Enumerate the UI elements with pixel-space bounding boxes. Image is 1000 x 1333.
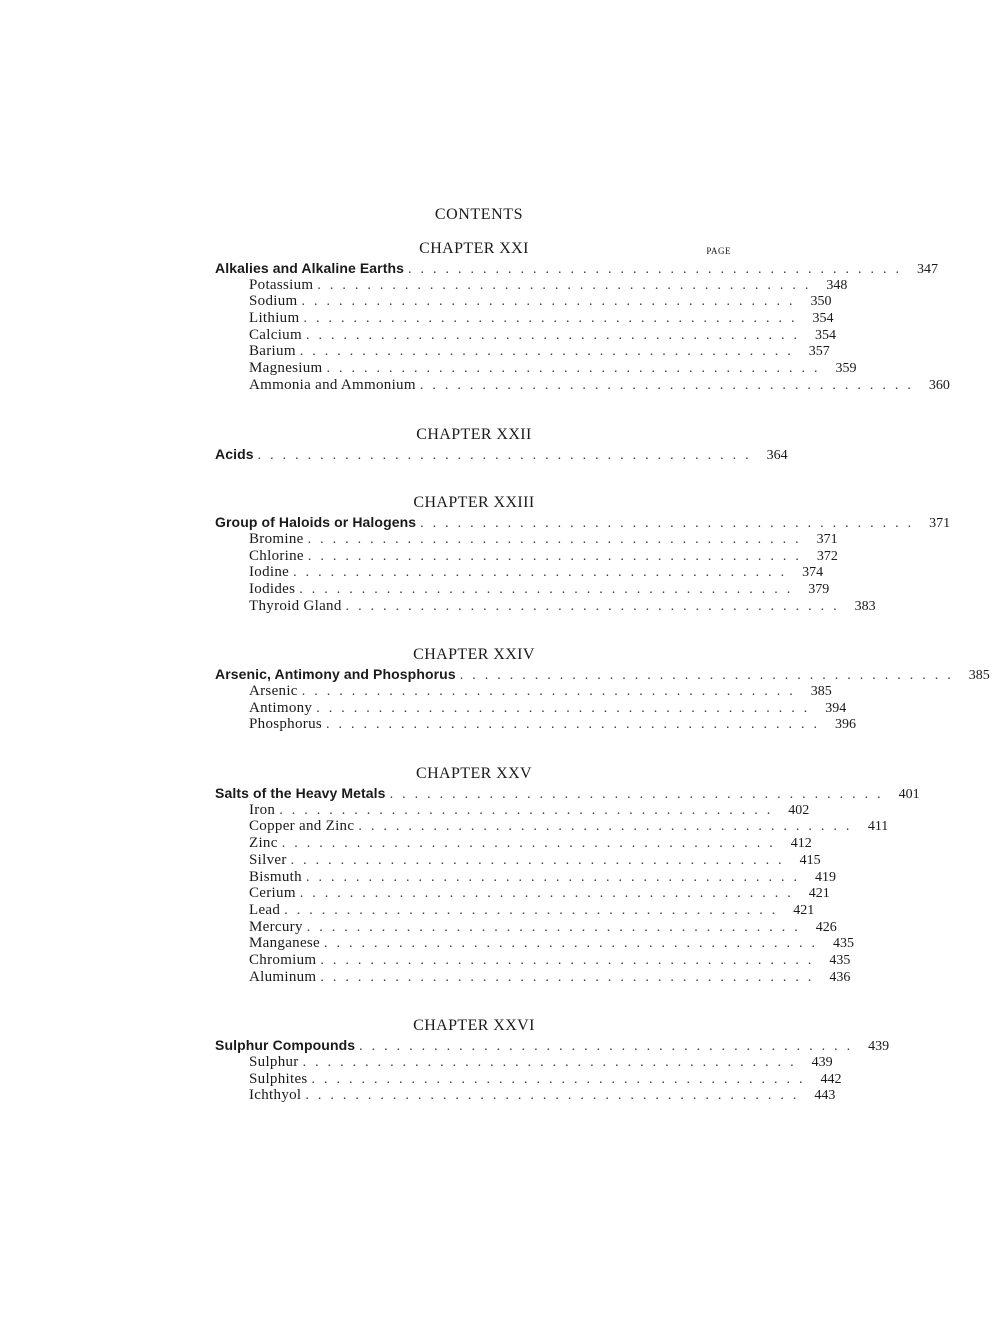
toc-sub-entry xyxy=(215,901,815,919)
dot-leader: ........................................ xyxy=(326,717,827,733)
dot-leader: ........................................ xyxy=(419,377,920,393)
toc-main-entry xyxy=(215,260,939,277)
entry-page-number: 394 xyxy=(825,700,847,716)
entry-title: Chromium xyxy=(249,951,317,968)
entry-page-number: 415 xyxy=(799,852,821,868)
toc-sub-entry xyxy=(215,818,889,835)
entry-title: Aluminum xyxy=(249,968,317,985)
toc-sub-entry xyxy=(215,293,832,310)
entry-title: Phosphorus xyxy=(249,716,323,733)
toc-sub-entry xyxy=(215,951,851,969)
entry-title: Chlorine xyxy=(249,547,304,564)
entry-page-number: 402 xyxy=(788,802,810,818)
entry-page-number: 354 xyxy=(812,311,834,327)
toc-sub-entry xyxy=(215,716,857,733)
entry-title: Thyroid Gland xyxy=(249,597,342,614)
entry-page-number: 385 xyxy=(810,684,832,699)
entry-title: Arsenic, Antimony and Phosphorus xyxy=(215,666,456,683)
entry-page-number: 354 xyxy=(814,327,836,343)
toc-main-entry xyxy=(215,1037,890,1055)
toc-sub-entry xyxy=(215,310,834,327)
entry-page-number: 379 xyxy=(808,581,830,597)
dot-leader: ........................................ xyxy=(301,294,802,310)
entry-title: Antimony xyxy=(249,699,313,716)
toc-sub-entry xyxy=(215,1054,833,1071)
chapter-title: CHAPTER XXIV xyxy=(413,646,535,664)
entry-page-number: 374 xyxy=(802,565,824,581)
chapter-section xyxy=(215,763,920,985)
entry-page-number: 419 xyxy=(814,869,836,885)
dot-leader: ........................................ xyxy=(281,836,782,852)
toc-sub-entry xyxy=(215,868,836,886)
entry-title: Magnesium xyxy=(249,360,323,377)
chapter-title: CHAPTER XXVI xyxy=(413,1017,535,1035)
entry-title: Group of Haloids or Halogens xyxy=(215,514,417,531)
chapter-section xyxy=(215,644,990,733)
toc-sub-entry xyxy=(215,343,830,360)
toc-sub-entry xyxy=(215,1070,842,1088)
dot-leader: ........................................ xyxy=(299,581,800,597)
toc-sub-entry xyxy=(215,597,876,615)
dot-leader: ........................................ xyxy=(389,787,890,803)
chapter-heading xyxy=(215,492,733,514)
toc-sub-entry xyxy=(215,1087,836,1104)
chapter-title: CHAPTER XXI xyxy=(419,240,529,257)
toc-sub-entry xyxy=(215,376,950,394)
toc-sub-entry xyxy=(215,835,812,852)
entry-page-number: 372 xyxy=(816,548,838,564)
dot-leader: ........................................ xyxy=(279,802,780,818)
entry-page-number: 357 xyxy=(808,344,830,360)
entry-title: Iodides xyxy=(249,580,296,597)
entry-page-number: 348 xyxy=(826,277,848,293)
entry-title: Copper and Zinc xyxy=(249,818,355,835)
entry-title: Arsenic xyxy=(249,683,298,699)
dot-leader: ........................................ xyxy=(320,952,821,968)
entry-title: Potassium xyxy=(249,276,314,293)
toc-sub-entry xyxy=(215,276,848,294)
entry-page-number: 411 xyxy=(867,819,889,835)
entry-page-number: 426 xyxy=(815,919,837,935)
page-title: CONTENTS xyxy=(434,206,524,223)
entry-page-number: 401 xyxy=(898,787,920,803)
entry-title: Bismuth xyxy=(249,868,302,885)
toc-sub-entry xyxy=(215,801,810,819)
entry-page-number: 396 xyxy=(835,717,857,733)
dot-leader: ........................................ xyxy=(358,819,859,835)
dot-leader: ........................................ xyxy=(408,262,909,277)
entry-title: Mercury xyxy=(249,918,303,935)
chapter-heading xyxy=(215,424,733,446)
toc-sub-entry xyxy=(215,564,824,581)
entry-title: Sulphites xyxy=(249,1070,308,1087)
dot-leader: ........................................ xyxy=(301,684,802,699)
dot-leader: ........................................ xyxy=(316,700,817,716)
entry-page-number: 435 xyxy=(833,936,855,952)
entry-title: Salts of the Heavy Metals xyxy=(215,785,386,802)
entry-title: Acids xyxy=(215,445,254,462)
toc-sub-entry xyxy=(215,851,821,869)
toc-main-entry xyxy=(215,666,990,684)
chapter-title: CHAPTER XXII xyxy=(416,425,532,443)
dot-leader: ........................................ xyxy=(305,327,806,343)
chapter-section xyxy=(215,492,951,614)
dot-leader: ........................................ xyxy=(307,548,808,564)
toc-sub-entry xyxy=(215,935,855,952)
dot-leader: ........................................ xyxy=(317,277,818,293)
entry-title: Sulphur Compounds xyxy=(215,1037,356,1054)
dot-leader: ........................................ xyxy=(305,1088,806,1104)
entry-title: Alkalies and Alkaline Earths xyxy=(215,260,405,276)
toc-main-entry xyxy=(215,785,920,803)
toc-sub-entry xyxy=(215,885,830,902)
toc-sub-entry xyxy=(215,326,836,344)
entry-title: Sodium xyxy=(249,293,298,310)
chapter-title: CHAPTER XXIII xyxy=(413,494,535,512)
entry-title: Calcium xyxy=(249,326,302,343)
entry-page-number: 385 xyxy=(968,668,990,684)
entry-page-number: 359 xyxy=(835,361,857,377)
dot-leader: ........................................ xyxy=(307,531,808,547)
dot-leader: ........................................ xyxy=(299,344,800,360)
chapter-section xyxy=(215,238,950,394)
dot-leader: ........................................ xyxy=(326,361,827,377)
dot-leader: ........................................ xyxy=(303,311,804,327)
contents-page xyxy=(215,204,990,1104)
chapter-heading xyxy=(215,1015,733,1037)
entry-page-number: 350 xyxy=(810,294,832,310)
entry-title: Bromine xyxy=(249,530,304,547)
entry-title: Zinc xyxy=(249,835,278,852)
toc-sub-entry xyxy=(215,918,837,936)
dot-leader: ........................................ xyxy=(324,936,825,952)
page-column-label: PAGE xyxy=(706,246,731,256)
entry-page-number: 421 xyxy=(793,902,815,918)
dot-leader: ........................................ xyxy=(320,969,821,985)
toc-main-entry xyxy=(215,445,788,463)
dot-leader: ........................................ xyxy=(311,1071,812,1087)
toc-sub-entry xyxy=(215,968,851,986)
toc-sub-entry xyxy=(215,683,832,700)
dot-leader: ........................................ xyxy=(459,668,960,684)
entry-title: Iron xyxy=(249,801,276,818)
toc-sub-entry xyxy=(215,580,830,598)
entry-title: Manganese xyxy=(249,935,321,952)
entry-page-number: 442 xyxy=(820,1071,842,1087)
dot-leader: ........................................ xyxy=(299,886,800,902)
toc-sub-entry xyxy=(215,530,838,548)
dot-leader: ........................................ xyxy=(257,447,758,463)
dot-leader: ........................................ xyxy=(293,565,794,581)
chapter-title: CHAPTER XXV xyxy=(416,765,532,783)
entry-page-number: 383 xyxy=(854,598,876,614)
chapter-section xyxy=(215,424,788,463)
dot-leader: ........................................ xyxy=(345,598,846,614)
entry-title: Iodine xyxy=(249,564,290,581)
toc-sub-entry xyxy=(215,547,838,565)
entry-title: Cerium xyxy=(249,885,296,902)
entry-page-number: 347 xyxy=(917,262,939,277)
chapter-section xyxy=(215,1015,890,1104)
entry-page-number: 371 xyxy=(816,531,838,547)
entry-title: Ichthyol xyxy=(249,1087,302,1104)
dot-leader: ........................................ xyxy=(359,1039,860,1055)
dot-leader: ........................................ xyxy=(306,919,807,935)
dot-leader: ........................................ xyxy=(420,516,921,532)
chapter-heading xyxy=(215,763,733,785)
chapter-heading xyxy=(215,238,733,260)
entry-page-number: 435 xyxy=(829,952,851,968)
dot-leader: ........................................ xyxy=(305,869,806,885)
entry-page-number: 436 xyxy=(829,969,851,985)
chapter-list xyxy=(215,238,990,1104)
entry-title: Lead xyxy=(249,901,281,918)
entry-page-number: 371 xyxy=(929,516,951,532)
dot-leader: ........................................ xyxy=(302,1055,803,1070)
entry-page-number: 360 xyxy=(928,377,950,393)
dot-leader: ........................................ xyxy=(290,852,791,868)
entry-page-number: 421 xyxy=(808,886,830,902)
entry-title: Lithium xyxy=(249,310,300,327)
entry-page-number: 364 xyxy=(766,447,788,463)
entry-page-number: 443 xyxy=(814,1088,836,1104)
entry-page-number: 439 xyxy=(811,1055,833,1070)
dot-leader: ........................................ xyxy=(284,902,785,918)
toc-sub-entry xyxy=(215,360,857,377)
toc-main-entry xyxy=(215,514,951,532)
chapter-heading xyxy=(215,644,733,666)
entry-page-number: 412 xyxy=(790,836,812,852)
entry-title: Silver xyxy=(249,851,287,868)
toc-sub-entry xyxy=(215,699,847,717)
entry-title: Barium xyxy=(249,343,296,360)
entry-title: Sulphur xyxy=(249,1054,299,1070)
entry-page-number: 439 xyxy=(868,1039,890,1055)
entry-title: Ammonia and Ammonium xyxy=(249,376,416,393)
